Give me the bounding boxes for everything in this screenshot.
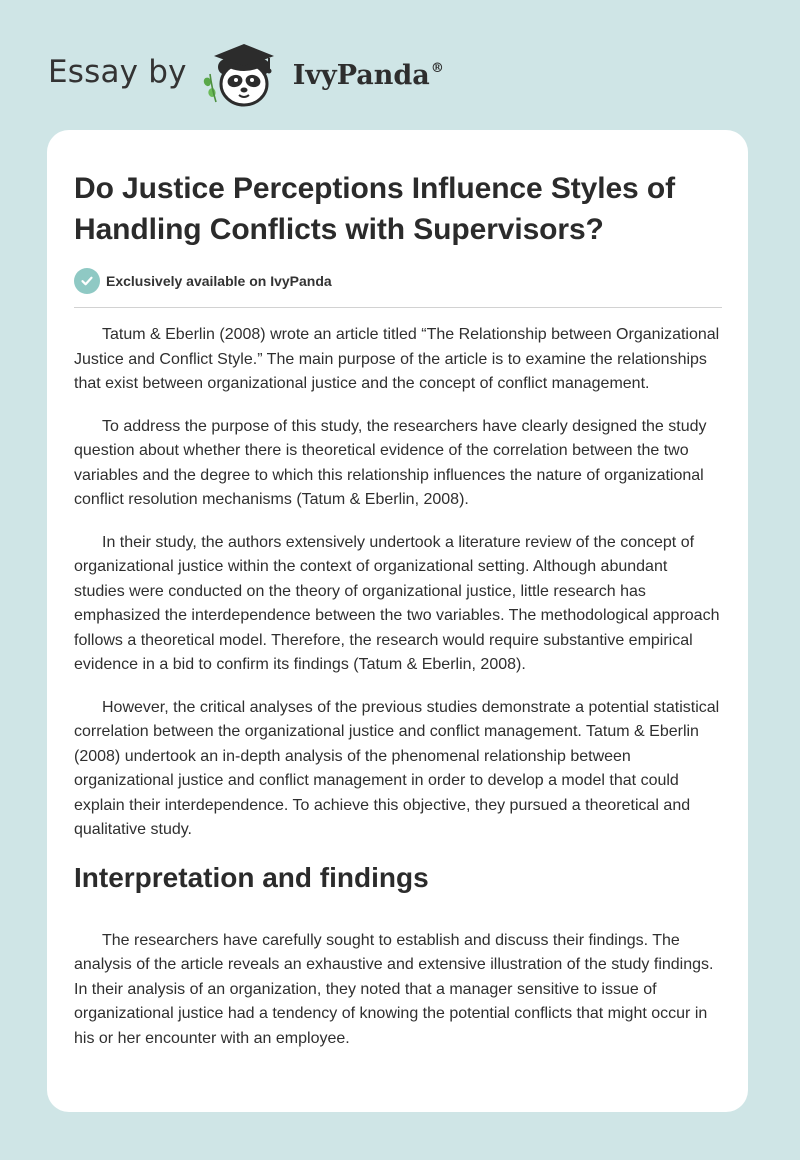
ivy-leaf-icon — [204, 74, 216, 102]
paragraph: However, the critical analyses of the previous studies demonstrate a potential statistical correlation between the organizational justice and conflict management. Tatum & Eberlin (2008) undertook an in-depth analysis of the phenomenal relationship between organizational justice and conflict management in order to develop a model that could explain their interdependence. To achieve this objective, they pursued a theoretical and qualitative study. — [74, 698, 720, 838]
essay-by-label: Essay by — [48, 54, 187, 90]
brand-name: IvyPanda® — [292, 59, 444, 91]
paragraph: In their study, the authors extensively undertook a literature review of the concept of organizational justice within the context of organizational setting. Although abundant studies were conducted on the theory of organizational justice, little research has emphasized the interdependence between the two variables. The methodological approach follows a theoretical model. Therefore, the research would require substantive empirical evidence in a bid to confirm its findings (Tatum & Eberlin, 2008). — [74, 533, 720, 673]
paragraph: To address the purpose of this study, the researchers have clearly designed the study question about whether there is theoretical evidence of the correlation between the two variables and the degree to which this relationship influences the nature of organizational conflict resolution mechanisms (Tatum & Eberlin, 2008). — [74, 417, 707, 508]
trademark-symbol: ® — [430, 60, 444, 76]
article-title: Do Justice Perceptions Influence Styles of Handling Conflicts with Supervisors? — [74, 172, 675, 246]
ivypanda-logo[interactable] — [199, 34, 444, 110]
article-card — [47, 130, 748, 1112]
section-heading: Interpretation and findings — [74, 861, 429, 893]
exclusive-badge-text: Exclusively available on IvyPanda — [106, 273, 332, 289]
paragraph: Tatum & Eberlin (2008) wrote an article titled “The Relationship between Organizational Justice and Conflict Style.” The main purpose of the article is to examine the relationships that exist between organizational justice and the concept of conflict management. — [74, 326, 720, 392]
site-header — [48, 34, 444, 110]
panda-graduate-icon — [199, 34, 291, 110]
divider — [74, 307, 722, 308]
article-body — [74, 323, 722, 1051]
check-circle-icon — [74, 268, 100, 294]
exclusive-badge — [74, 268, 722, 294]
paragraph: The researchers have carefully sought to establish and discuss their findings. The analysis of the article reveals an exhaustive and extensive illustration of the study findings. In their analysis of an organization, they noted that a manager sensitive to issue of organizational justice had a tendency of knowing the potential conflicts that might occur in his or her encounter with an employee. — [74, 931, 714, 1047]
